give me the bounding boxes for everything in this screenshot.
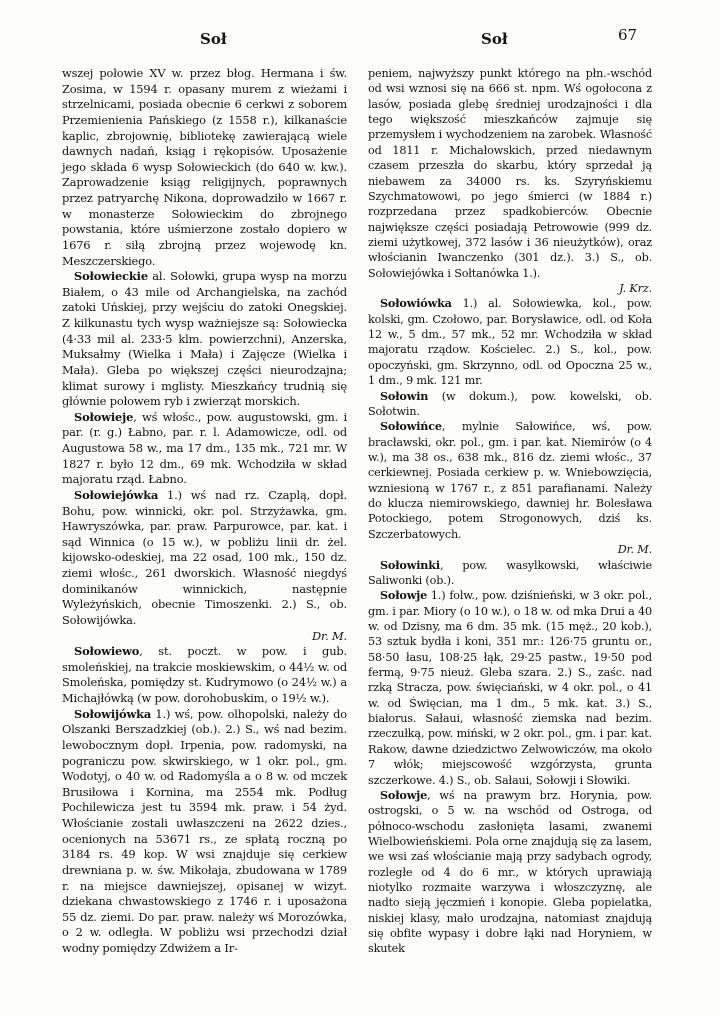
running-head-right: Soł xyxy=(481,30,508,48)
left-text-column xyxy=(62,66,347,957)
dictionary-entry xyxy=(62,269,347,410)
page-number: 67 xyxy=(618,26,638,44)
entry-text: 1.) wś nad rz. Czaplą, dopł. Bohu, pow. winnicki, okr. pol. Strzyżawka, gm. Hawryszówka, par. praw. Parpurowce, par. kat. i sąd Winnica (o 15 w.), w pobliżu linii dr. żel. kijowsko-odeskiej, ma 22 osad, 100 mk., 150 dz. ziemi włośc., 261 dworskich. Własność niegdyś dominikanów winnickich, następnie Wyleżyńskich, obecnie Timoszenki. 2.) S., ob. Sołowijówka. xyxy=(62,487,347,627)
running-head-left: Soł xyxy=(200,30,227,48)
dictionary-entry xyxy=(368,296,652,388)
dictionary-entry xyxy=(368,558,652,589)
entry-text: , st. poczt. w pow. i gub. smoleńskiej, na trakcie moskiewskim, o 44½ w. od Smoleńska, pomiędzy st. Kudrymowo (o 24½ w.) a Michajłówką (w pow. dorohobuskim, o 19½ w.). xyxy=(62,644,347,705)
entry-headword: Sołowińce xyxy=(380,419,442,434)
entry-headword: Sołowiejówka xyxy=(74,487,159,502)
author-signature: J. Krz. xyxy=(619,282,652,296)
dictionary-entry xyxy=(368,389,652,420)
right-text-column xyxy=(368,66,652,957)
entry-text: peniem, najwyższy punkt którego na płn.-wschód od wsi wznosi się na 666 st. npm. Wś ogołocona z lasów, posiada glebę średniej urodzajności i dla tego większość mieszkańców zajmuje się przemysłem i wychodzeniem na zarobek. Własność od 1811 r. Michałowskich, przed niedawnym czasem przeszła do skarbu, który sprzedał ją niebawem za 34000 rs. ks. Szyryńskiemu Szychmatowowi, po jego śmierci (w 1884 r.) rozprzedana przez spadkobierców. Obecnie największe części posiadają Petrowowie (999 dz. ziemi użytkowej, 372 lasów i 36 nieużytków), oraz włościanin Iwanczenko (301 dz.). 3.) S., ob. Sołowiejówka i Sołtanówka 1.). xyxy=(368,67,652,280)
dictionary-entry xyxy=(62,707,347,957)
entry-headword: Sołowiewo xyxy=(74,644,140,659)
entry-text: al. Sołowki, grupa wysp na morzu Białem, o 43 mile od Archangielska, na zachód zatoki Uńskiej, przy wejściu do zatoki Onegskiej. Z kilkunastu tych wysp ważniejsze są: Sołowiecka (4·33 mil al. 233·5 klm. powierzchni), Anzerska, Muksałmy (Wielka i Mała) i Zajęcze (Wielka i Mała). Gleba po większej części nieurodzajna; klimat surowy i mglisty. Mieszkańcy trudnią się głównie połowem ryb i zwierząt morskich. xyxy=(62,269,347,409)
continued-text xyxy=(62,66,347,269)
entry-text: 1.) al. Sołowiewka, kol., pow. kolski, gm. Czołowo, par. Borysławice, odl. od Koła 12 w., 5 dm., 57 mk., 52 mr. Wchodziła w skład majoratu rządow. Kościelec. 2.) S., kol., pow. opoczyński, gm. Skrzynno, odl. od Opoczna 25 w., 1 dm., 9 mk. 121 mr. xyxy=(368,297,652,388)
entry-text: , mylnie Sałowińce, wś, pow. bracławski, okr. pol., gm. i par. kat. Niemirów (o 4 w.), ma 38 os., 638 mk., 816 dz. ziemi włośc., 37 cerkiewnej. Posiada cerkiew p. w. Wniebowzięcia, wzniesioną w 1767 r., z 851 parafianami. Należy do klucza niemirowskiego, dawniej hr. Bolesława Potockiego, potem Strogonowych, dziś ks. Szczerbatowych. xyxy=(368,420,652,541)
entry-headword: Sołowieckie xyxy=(74,269,148,284)
author-signature: Dr. M. xyxy=(617,543,652,557)
entry-headword: Sołowiówka xyxy=(380,296,452,311)
dictionary-entry xyxy=(368,588,652,788)
entry-text: (w dokum.), pow. kowelski, ob. Sołotwin. xyxy=(368,389,652,418)
entry-headword: Sołowje xyxy=(380,787,428,802)
dictionary-entry xyxy=(62,644,347,707)
dictionary-entry xyxy=(368,788,652,957)
entry-text: 1.) wś, pow. olhopolski, należy do Olszanki Berszadzkiej (ob.). 2.) S., wś nad bezim. lewobocznym dopł. Irpenia, pow. radomyski, na pograniczu pow. skwirskiego, w 1 okr. pol., gm. Wodotyj, o 40 w. od Radomyśla a o 8 w. od mczek Brusiłowa i Kornina, ma 2554 mk. Podług Pochilewicza jest tu 3594 mk. praw. i 54 żyd. Włościanie zostali uwłaszczeni na 2622 dzies., ocenionych na 53671 rs., ze spłatą roczną po 3184 rs. 49 kop. W wsi znajduje się cerkiew drewniana p. w. św. Mikołaja, zbudowana w 1789 r. na miejsce dawniejszej, opisanej w wizyt. dziekana chwastowskiego z 1746 r. i uposażona 55 dz. ziemi. Do par. praw. należy wś Morozówka, o 2 w. odległa. W pobliżu wsi przechodzi dział wodny pomiędzy Zdwiżem a Ir- xyxy=(62,706,347,955)
entry-text: , wś włośc., pow. augustowski, gm. i par. (r. g.) Łabno, par. r. l. Adamowicze, odl. od Augustowa 58 w., ma 17 dm., 135 mk., 721 mr. W 1827 r. było 12 dm., 69 mk. Wchodziła w skład majoratu rząd. Łabno. xyxy=(62,409,347,487)
entry-text: wszej połowie XV w. przez błog. Hermana i św. Zosima, w 1594 r. opasany murem z wieżami i strzelnicami, posiada obecnie 6 cerkwi z soborem Przemienienia Pańskiego (z 1558 r.), kilkanaście kaplic, zbrojownię, bibliotekę zawierającą wiele dawnych nadań, ksiąg i rękopisów. Uposażenie jego składa 6 wysp Sołowieckich (do 640 w. kw.). Zaprowadzenie ksiąg religijnych, poprawnych przez patryarchę Nikona, doprowadziło w 1667 r. w monasterze Sołowieckim do zbrojnego powstania, które uśmierzone zostało dopiero w 1676 r. siłą zbrojną przez wojewodę kn. Meszczerskiego. xyxy=(62,66,347,268)
dictionary-entry xyxy=(368,419,652,557)
entry-headword: Sołowieje xyxy=(74,409,134,424)
dictionary-entry xyxy=(62,410,347,488)
continued-text xyxy=(368,66,652,296)
dictionary-entry xyxy=(62,488,347,644)
entry-text: , wś na prawym brz. Horynia, pow. ostrogski, o 5 w. na wschód od Ostroga, od północo-wschodu zasłonięta lasami, zwanemi Wielbowieńskiemi. Pola orne znajdują się za lasem, we wsi zaś włościanie mają przy sadybach ogrody, rozległe od 4 do 6 mr., w których uprawiają niotylko rozmaite warzywa i włoszczyznę, ale nadto sieją jęczmień i konopie. Gleba popielatka, niskiej klasy, mało urodzajna, natomiast znajdują się obfite wypasy i dobre łąki nad Horyniem, w skutek xyxy=(368,788,652,956)
page-header xyxy=(0,26,720,52)
entry-headword: Sołowijówka xyxy=(74,706,152,721)
entry-headword: Sołowje xyxy=(380,588,428,603)
entry-headword: Sołowinki xyxy=(380,557,440,572)
author-signature: Dr. M. xyxy=(312,628,347,643)
entry-text: 1.) folw., pow. dziśnieński, w 3 okr. pol., gm. i par. Miory (o 10 w.), o 18 w. od mka Drui a 40 w. od Dzisny, ma 6 dm. 35 mk. (15 męż., 20 kob.), 53 sztuk bydła i koni, 351 mr.: 126·75 gruntu or., 58·50 łasu, 108·25 łąk, 29·25 pastw., 19·50 pod fermą, 9·75 nieuż. Gleba szara. 2.) S., zaśc. nad rzką Stracza, pow. święciański, w 4 okr. pol., o 41 w. od Święcian, ma 1 dm., 5 mk. kat. 3.) S., białorus. Sałaui, własność ziemska nad bezim. rzeczułką, pow. miński, w 2 okr. pol., gm. i par. kat. Rakow, dawne dziedzictwo Zelwowiczów, ma około 7 włók; miejscowość wzgórzysta, grunta szczerkowe. 4.) S., ob. Sałaui, Sołowji i Słowiki. xyxy=(368,589,652,787)
entry-text: , pow. wasylkowski, właściwie Saliwonki (ob.). xyxy=(368,558,652,587)
entry-headword: Sołowin xyxy=(380,388,429,403)
